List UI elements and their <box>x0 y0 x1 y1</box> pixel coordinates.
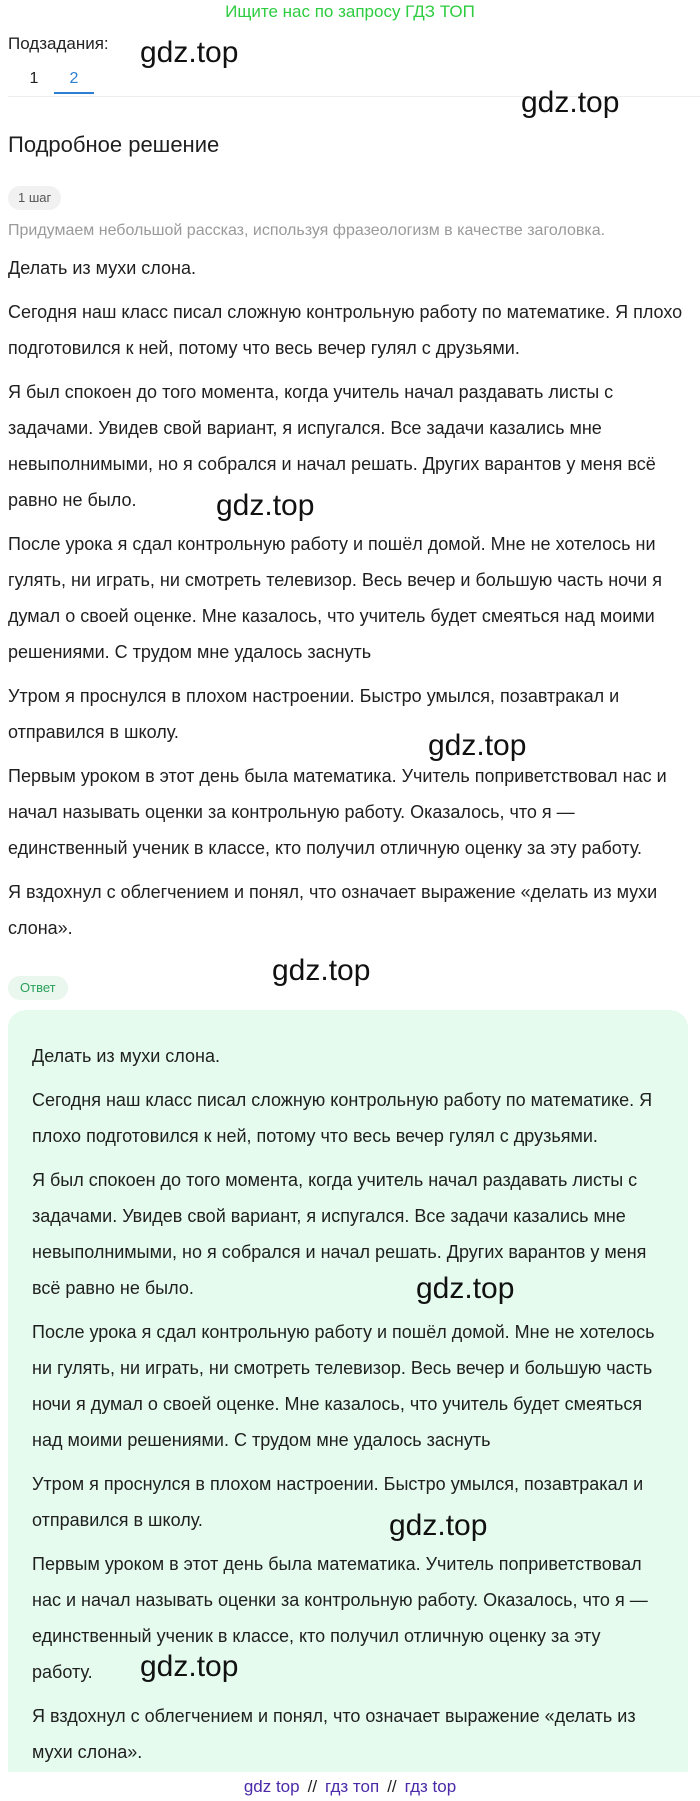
step-hint: Придумаем небольшой рассказ, используя фразеологизм в качестве заголовка. <box>8 222 606 239</box>
footer-link-gdz-top-mixed[interactable]: гдз top <box>404 1777 457 1796</box>
subtasks-label: Подзадания: <box>8 34 109 53</box>
watermark: gdz.top <box>428 729 527 762</box>
answer-paragraph: Утром я проснулся в плохом настроении. Быстро умылся, позавтракал и отправился в школу. <box>32 1474 644 1530</box>
solution-paragraph: Сегодня наш класс писал сложную контрольную работу по математике. Я плохо подготовился к ней, потому что весь вечер гулял с друзьями. <box>8 302 683 358</box>
footer-separator: // <box>387 1777 397 1796</box>
watermark: gdz.top <box>272 954 371 987</box>
watermark: gdz.top <box>521 86 620 119</box>
solution-paragraph: Я вздохнул с облегчением и понял, что означает выражение «делать из мухи слона». <box>8 882 658 938</box>
tab-subtask-1[interactable]: 1 <box>29 70 39 87</box>
search-banner: Ищите нас по запросу ГДЗ ТОП <box>225 2 475 21</box>
answer-paragraph: Сегодня наш класс писал сложную контрольную работу по математике. Я плохо подготовился к ней, потому что весь вечер гулял с друзьями. <box>32 1090 653 1146</box>
solution-paragraph: Делать из мухи слона. <box>8 258 196 278</box>
answer-box <box>8 1010 688 1772</box>
section-title: Подробное решение <box>8 132 220 157</box>
answer-paragraph: После урока я сдал контрольную работу и пошёл домой. Мне не хотелось ни гулять, ни играть, ни смотреть телевизор. Весь вечер и большую часть ночи я думал о своей оценке. Мне казалось, что учитель будет смеяться над моими решениями. С трудом мне удалось заснуть <box>32 1322 655 1450</box>
answer-paragraph: Я вздохнул с облегчением и понял, что означает выражение «делать из мухи слона». <box>32 1706 636 1762</box>
watermark: gdz.top <box>216 489 315 522</box>
step-badge: 1 шаг <box>8 186 61 210</box>
solution-paragraph: Утром я проснулся в плохом настроении. Быстро умылся, позавтракал и отправился в школу. <box>8 686 620 742</box>
footer-link-gdz-top[interactable]: gdz top <box>243 1777 300 1796</box>
watermark: gdz.top <box>389 1509 488 1542</box>
tab-subtask-2[interactable]: 2 <box>54 66 94 94</box>
footer-links <box>0 1774 700 1800</box>
watermark: gdz.top <box>140 1650 239 1683</box>
solution-paragraph: Первым уроком в этот день была математика. Учитель поприветствовал нас и начал называть оценки за контрольную работу. Оказалось, что я — единственный ученик в классе, кто получил отличную оценку за эту работу. <box>8 766 667 858</box>
watermark: gdz.top <box>140 36 239 69</box>
solution-text <box>8 250 688 954</box>
answer-paragraph: Я был спокоен до того момента, когда учитель начал раздавать листы с задачами. Увидев свой вариант, я испугался. Все задачи казались мне невыполнимыми, но я собрался и начал решать. Других варантов у меня всё равно не было. <box>32 1170 647 1298</box>
footer-link-gdz-top-ru[interactable]: гдз топ <box>325 1777 380 1796</box>
footer-separator: // <box>307 1777 318 1796</box>
answer-paragraph: Первым уроком в этот день была математика. Учитель поприветствовал нас и начал называть оценки за контрольную работу. Оказалось, что я — единственный ученик в классе, кто получил отличную оценку за эту работу. <box>32 1554 648 1682</box>
answer-paragraph: Делать из мухи слона. <box>32 1046 220 1066</box>
answer-badge: Ответ <box>8 976 68 1000</box>
solution-paragraph: Я был спокоен до того момента, когда учитель начал раздавать листы с задачами. Увидев свой вариант, я испугался. Все задачи казались мне невыполнимыми, но я собрался и начал решать. Других варантов у меня всё равно не было. <box>8 382 656 510</box>
watermark: gdz.top <box>416 1272 515 1305</box>
solution-paragraph: После урока я сдал контрольную работу и пошёл домой. Мне не хотелось ни гулять, ни играть, ни смотреть телевизор. Весь вечер и большую часть ночи я думал о своей оценке. Мне казалось, что учитель будет смеяться над моими решениями. С трудом мне удалось заснуть <box>8 534 662 662</box>
